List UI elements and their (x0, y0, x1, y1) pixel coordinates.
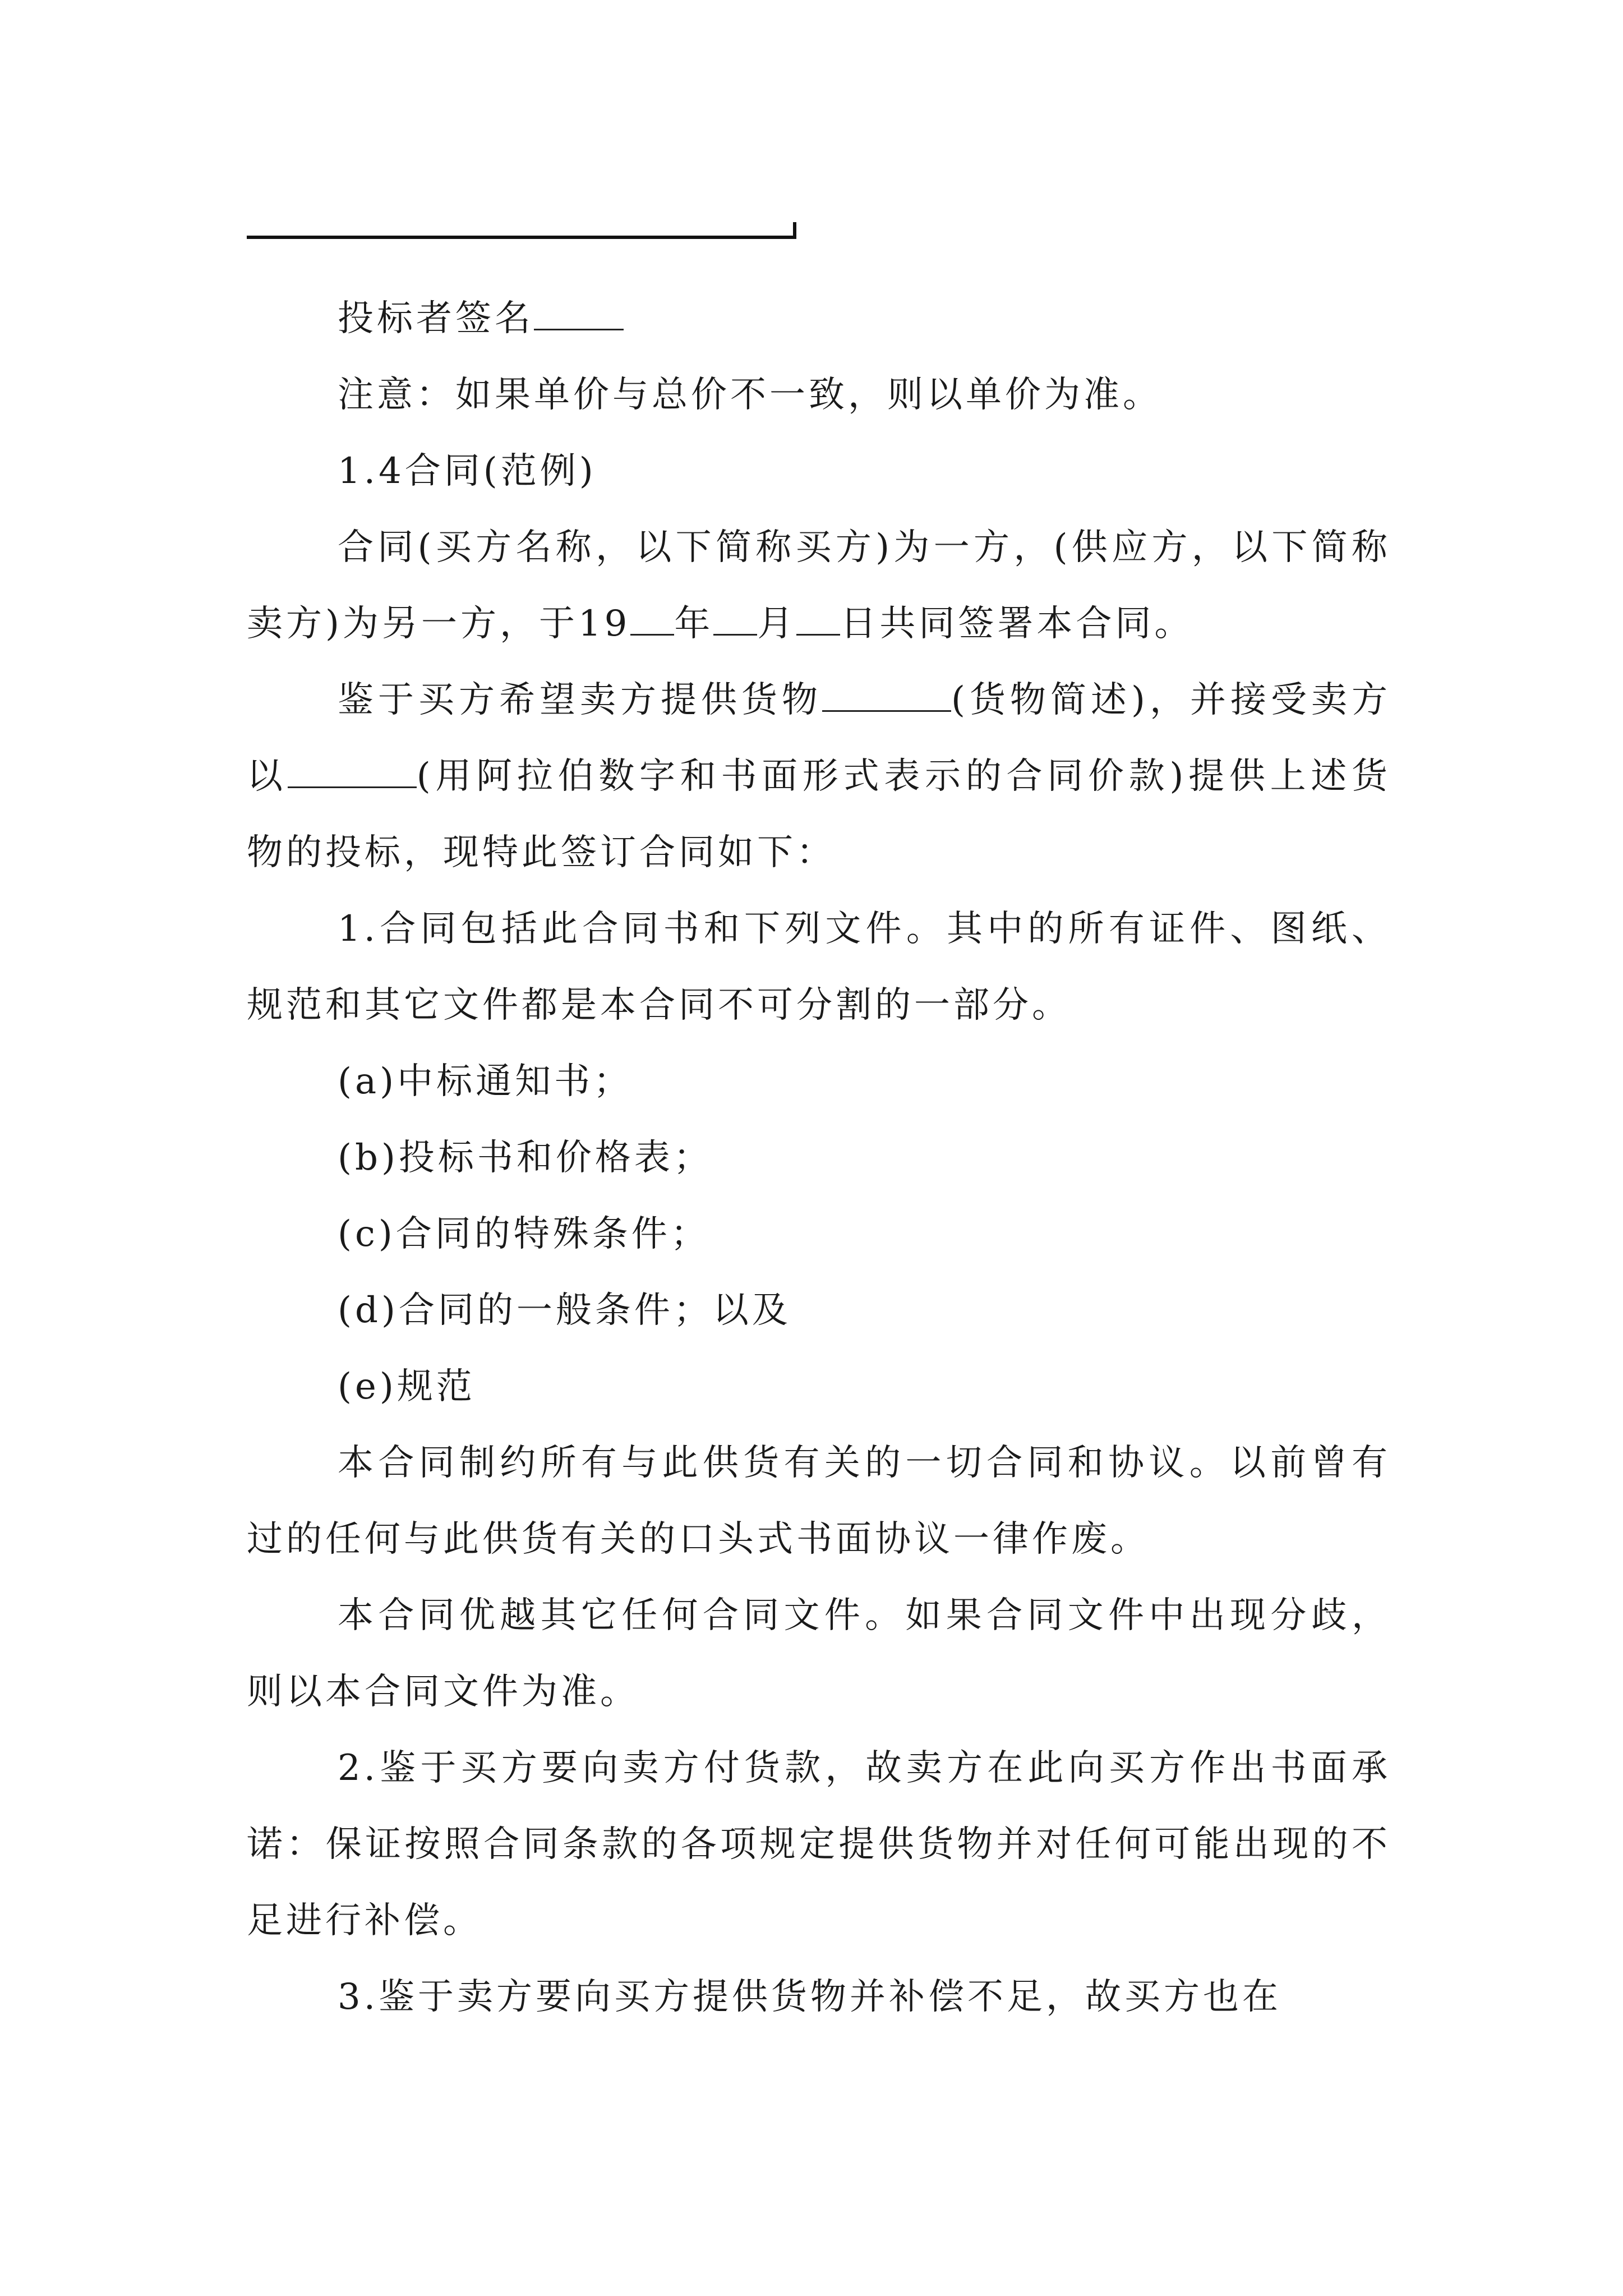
goods-blank (822, 680, 951, 712)
list-item-a: (a)中标通知书； (338, 1061, 633, 1102)
day-blank (796, 604, 840, 636)
year-blank (630, 604, 674, 636)
clause-2: 2.鉴于买方要向卖方付货款，故卖方在此向买方作出书面承诺：保证按照合同条款的各项规定提供货物并对任何可能出现的不足进行补偿。 (247, 1747, 1391, 1941)
table-corner-tick (793, 222, 796, 239)
section-heading: 1.4合同(范例) (338, 450, 597, 492)
intro-paragraph: 合同(买方名称，以下简称买方)为一方，(供应方，以下简称卖方)为另一方，于19 年 月 日共同签署本合同。 (247, 527, 1391, 645)
clause-1: 1.合同包括此合同书和下列文件。其中的所有证件、图纸、规范和其它文件都是本合同不可分割的一部分。 (247, 908, 1391, 1026)
month-blank (713, 604, 757, 636)
precedence-paragraph: 本合同优越其它任何合同文件。如果合同文件中出现分歧，则以本合同文件为准。 (247, 1595, 1391, 1713)
signature-line: 投标者签名 (247, 280, 1391, 357)
signature-blank (534, 298, 624, 330)
document-body (247, 280, 1391, 2035)
price-blank (288, 756, 417, 788)
supersede-paragraph: 本合同制约所有与此供货有关的一切合同和协议。以前曾有过的任何与此供货有关的口头式书面协议一律作废。 (247, 1442, 1391, 1560)
notice-paragraph: 注意：如果单价与总价不一致，则以单价为准。 (338, 374, 1162, 416)
clause-3: 3.鉴于卖方要向买方提供货物并补偿不足，故买方也在 (338, 1976, 1282, 2018)
list-item-e: (e)规范 (338, 1366, 476, 1407)
list-item-c: (c)合同的特殊条件； (338, 1213, 710, 1255)
table-bottom-rule (247, 236, 796, 239)
list-item-d: (d)合同的一般条件；以及 (338, 1290, 791, 1331)
whereas-paragraph: 鉴于买方希望卖方提供货物 (货物简述)，并接受卖方以 (用阿拉伯数字和书面形式表示的合同价款)提供上述货物的投标，现特此签订合同如下： (247, 679, 1391, 873)
list-item-b: (b)投标书和价格表； (338, 1137, 713, 1179)
